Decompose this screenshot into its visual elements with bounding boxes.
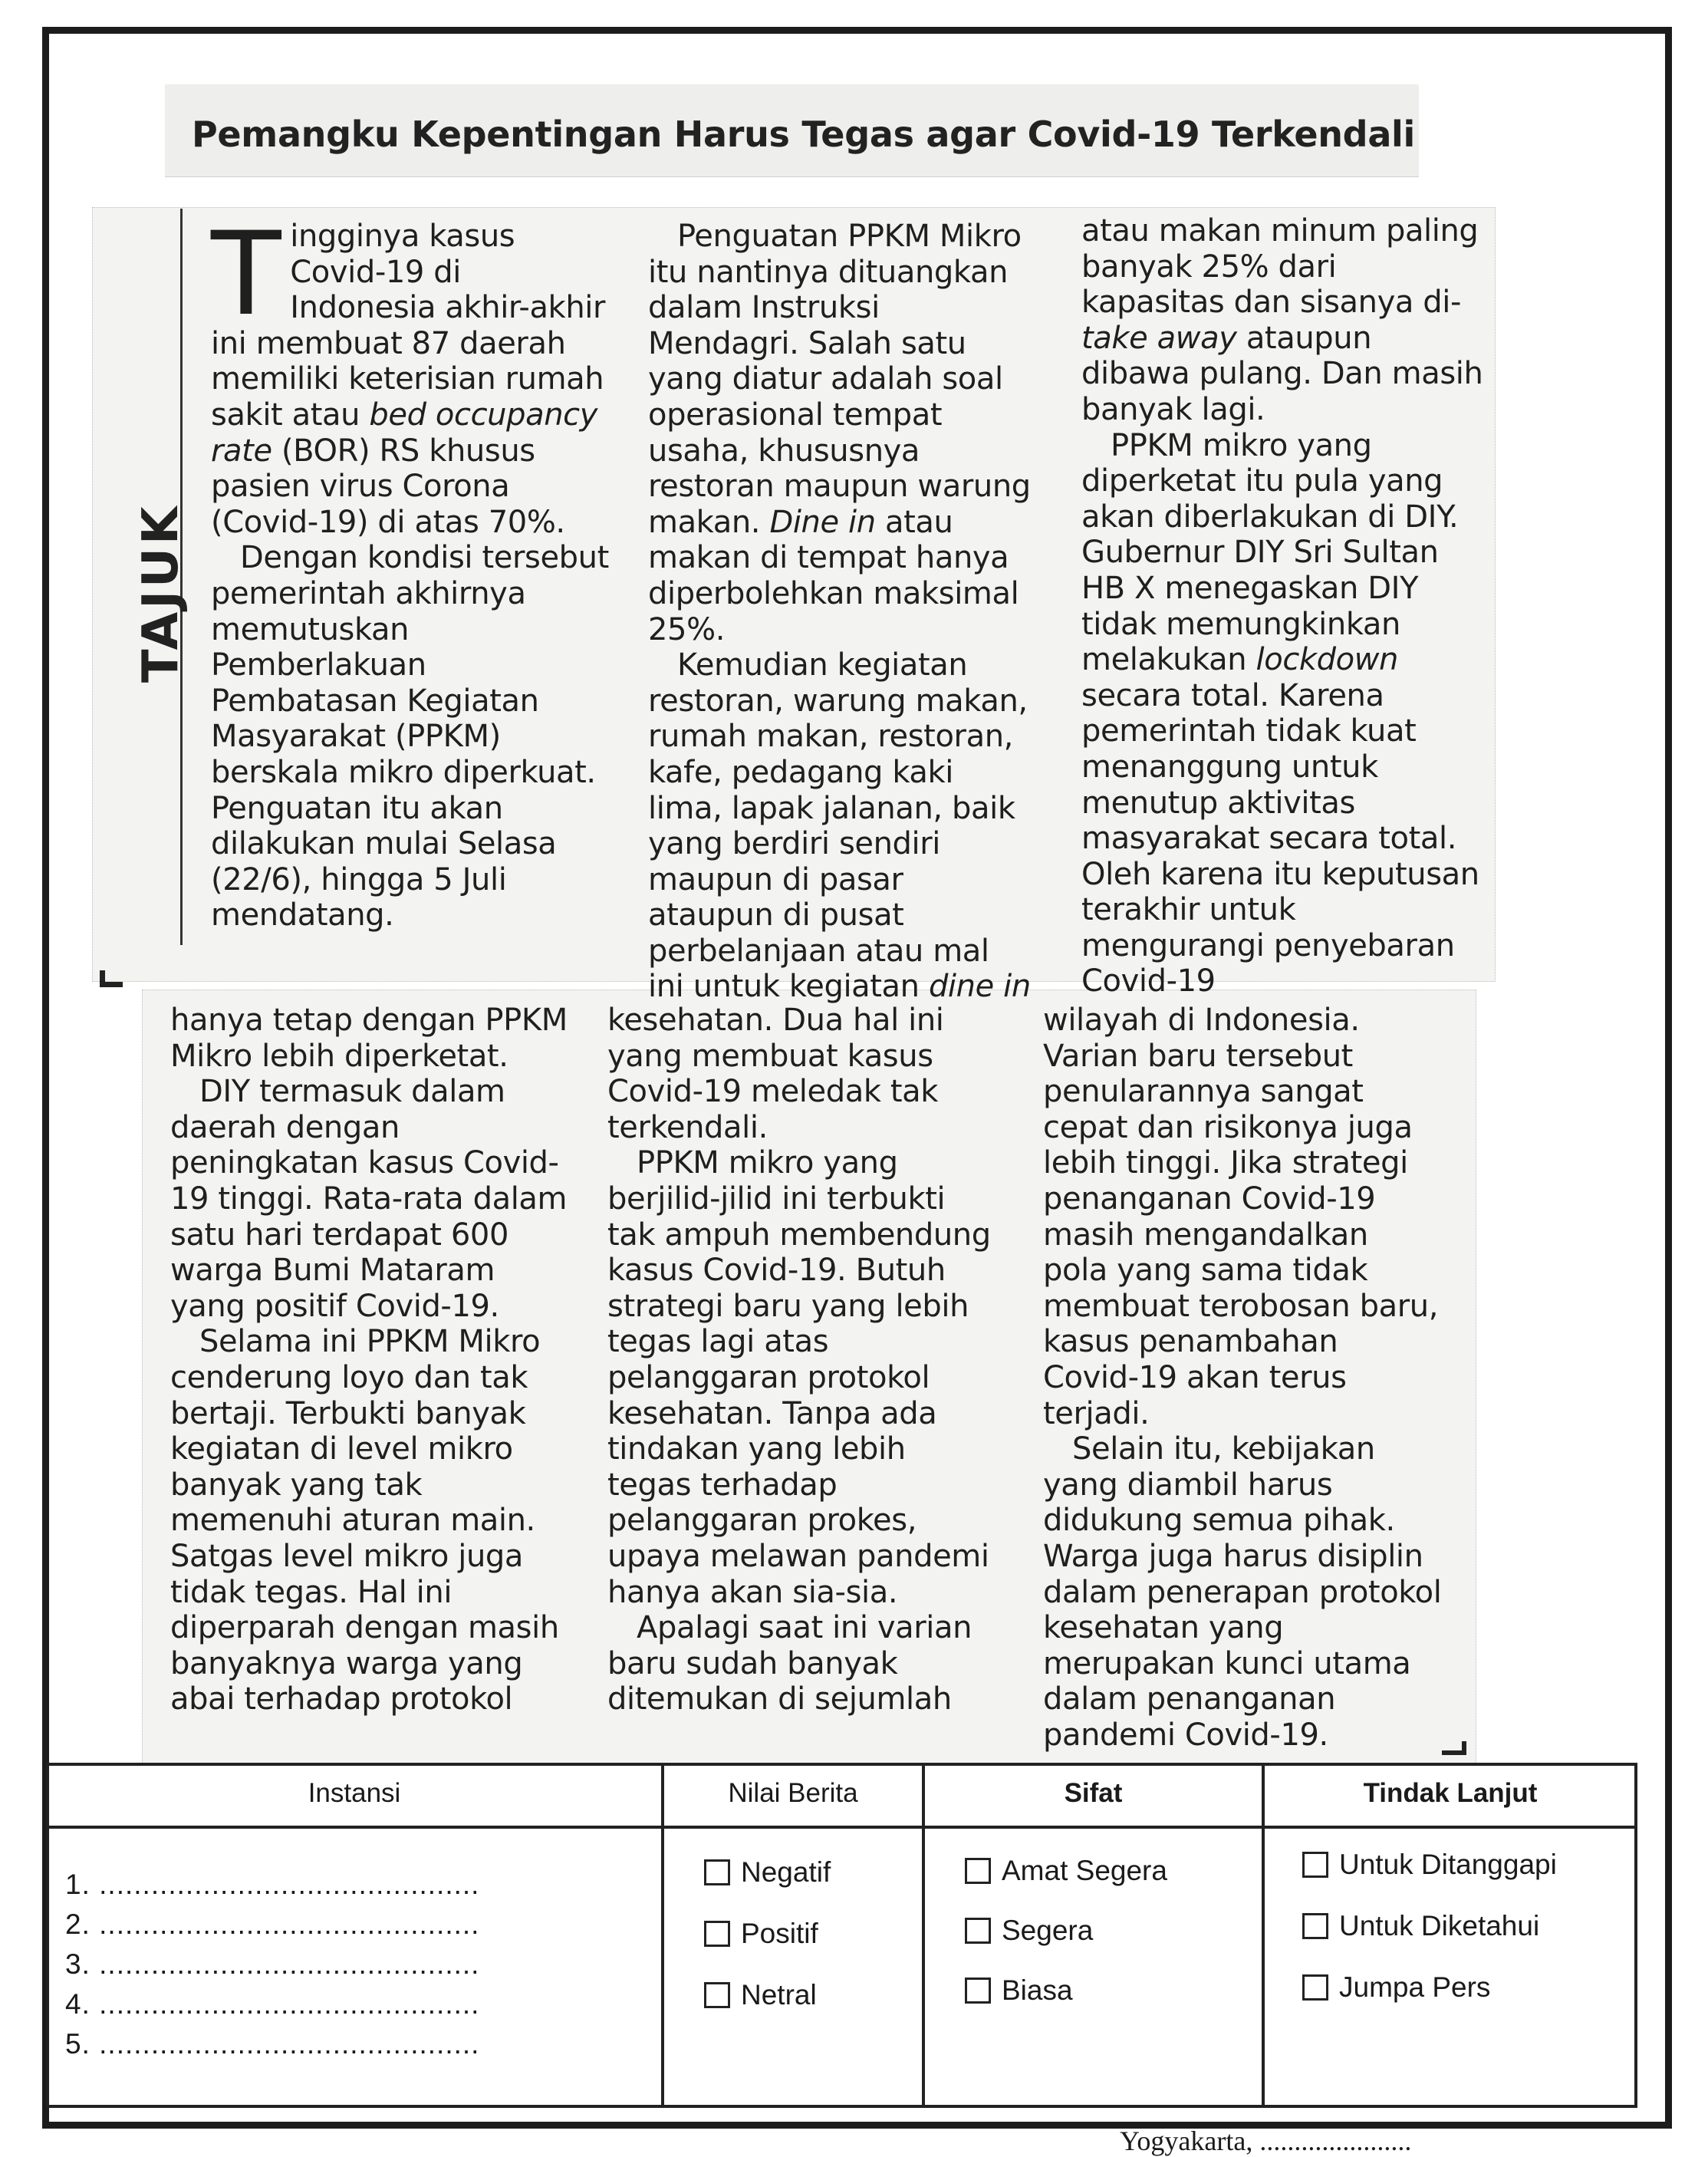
article-column-3 (1081, 213, 1488, 999)
header-instansi: Instansi (308, 1778, 401, 1808)
paragraph-text: Kemudian kegiatan restoran, warung makan, rumah makan, restoran, kafe, pedagang kaki lima, lapak jalanan, baik yang berdiri sendiri maupun di pasar ataupun di pusat perbelanjaan atau mal ini untuk kegiatan (648, 647, 1028, 1005)
instansi-line[interactable]: 5. ............................................ (65, 2028, 480, 2060)
header-sifat: Sifat (1064, 1778, 1123, 1808)
checkbox-label: Positif (741, 1918, 818, 1949)
paragraph-text: atau makan minum paling banyak 25% dari kapasitas dan sisanya di- (1081, 213, 1479, 321)
article-column-1 (211, 208, 610, 934)
paragraph: wilayah di Indonesia. Varian baru tersebut penularannya sangat cepat dan risikonya juga lebih tinggi. Jika strategi penanganan Covid-19 masih mengandalkan pola yang sama tidak membuat terobosan baru, kasus penambahan Covid-19 akan terus terjadi. (1043, 1003, 1439, 1431)
paragraph: hanya tetap dengan PPKM Mikro lebih diperketat. (170, 1003, 568, 1074)
instansi-line[interactable]: 4. ............................................ (65, 1988, 480, 2020)
checkbox-label: Biasa (1002, 1974, 1073, 2006)
checkbox-amat-segera[interactable] (965, 1855, 1167, 1887)
checkbox-label: Negatif (741, 1856, 831, 1888)
checkbox-label: Untuk Diketahui (1339, 1910, 1540, 1941)
corner-mark (100, 970, 123, 987)
drop-cap: T (211, 208, 281, 341)
header-nilai-berita: Nilai Berita (728, 1778, 858, 1808)
paragraph: Selama ini PPKM Mikro cenderung loyo dan tak bertaji. Terbukti banyak kegiatan di level mikro banyak yang tak memenuhi aturan main. Satgas level mikro juga tidak tegas. Hal ini diperparah dengan masih banyaknya warga yang abai terhadap protokol (170, 1324, 559, 1717)
paragraph-text: PPKM mikro yang diperketat itu pula yang akan diberlakukan di DIY. Gubernur DIY Sri Sultan HB X menegaskan DIY tidak memungkinkan melakukan (1081, 427, 1459, 678)
checkbox-untuk-diketahui[interactable] (1302, 1910, 1539, 1942)
paragraph: PPKM mikro yang berjilid-jilid ini terbukti tak ampuh membendung kasus Covid-19. Butuh strategi baru yang lebih tegas lagi atas pelanggaran protokol kesehatan. Tanpa ada tindakan yang lebih tegas terhadap pelanggaran prokes, upaya melawan pandemi hanya akan sia-sia. (607, 1145, 991, 1610)
checkbox-square-icon[interactable] (1302, 1913, 1328, 1939)
paragraph: Dengan kondisi tersebut pemerintah akhirnya memutuskan Pemberlakuan Pembatasan Kegiatan Masyarakat (PPKM) berskala mikro diperkuat. Penguatan itu akan dilakukan mulai Selasa (22/6), hingga 5 Juli mendatang. (211, 540, 609, 934)
paragraph-italic: Dine in (769, 504, 876, 540)
header-tindak-lanjut: Tindak Lanjut (1363, 1778, 1538, 1808)
paragraph-text: ingginya kasus Covid-19 di Indonesia akhir-akhir ini membuat 87 daerah memiliki keterisian rumah sakit atau (211, 219, 606, 433)
paragraph-text: atau makan di tempat hanya diperbolehkan maksimal 25%. (648, 504, 1019, 647)
checkbox-label: Netral (741, 1979, 817, 2010)
checkbox-square-icon[interactable] (1302, 1974, 1328, 2001)
paragraph-text: secara total. Karena pemerintah tidak kuat menanggung untuk menutup aktivitas masyarakat secara total. Oleh karena itu keputusan terakhir untuk mengurangi penyebaran Covid-19 (1081, 677, 1479, 999)
checkbox-label: Amat Segera (1002, 1855, 1167, 1886)
instansi-line[interactable]: 3. ............................................ (65, 1948, 480, 1980)
paragraph: kesehatan. Dua hal ini yang membuat kasus Covid-19 meledak tak terkendali. (607, 1003, 944, 1145)
form-column-divider (661, 1763, 664, 2108)
checkbox-square-icon[interactable] (965, 1978, 991, 2004)
paragraph-italic: bed occupancy rate (211, 397, 598, 469)
checkbox-biasa[interactable] (965, 1974, 1073, 2007)
paragraph-italic: take away (1081, 320, 1237, 356)
checkbox-label: Jumpa Pers (1339, 1971, 1491, 2003)
checkbox-jumpa-pers[interactable] (1302, 1971, 1490, 2004)
paragraph: DIY termasuk dalam daerah dengan peningkatan kasus Covid-19 tinggi. Rata-rata dalam satu hari terdapat 600 warga Bumi Mataram yang positif Covid-19. (170, 1074, 568, 1324)
checkbox-label: Segera (1002, 1915, 1094, 1946)
checkbox-netral[interactable] (704, 1979, 817, 2011)
headline: Pemangku Kepentingan Harus Tegas agar Covid-19 Terkendali (192, 114, 1415, 155)
section-label: TAJUK (133, 503, 189, 683)
form-header-divider (46, 1826, 1637, 1829)
checkbox-label: Untuk Ditanggapi (1339, 1849, 1557, 1880)
article-column-5 (607, 1003, 999, 1717)
article-column-4 (170, 1003, 569, 1717)
checkbox-square-icon[interactable] (704, 1921, 730, 1947)
checkbox-untuk-ditanggapi[interactable] (1302, 1849, 1557, 1881)
form-column-divider (1262, 1763, 1265, 2108)
paragraph-text: (BOR) RS khusus pasien virus Corona (Covid-19) di atas 70%. (211, 433, 565, 540)
paragraph-italic: lockdown (1255, 642, 1399, 678)
paragraph: Selain itu, kebijakan yang diambil harus didukung semua pihak. Warga juga harus disiplin dalam penerapan protokol kesehatan yang merupakan kunci utama dalam penanganan pandemi Covid-19. (1043, 1431, 1442, 1753)
checkbox-segera[interactable] (965, 1915, 1093, 1947)
article-column-2 (648, 219, 1032, 1005)
checkbox-positif[interactable] (704, 1918, 818, 1950)
instansi-line[interactable]: 1. ............................................ (65, 1869, 480, 1900)
paragraph: Apalagi saat ini varian baru sudah banyak ditemukan di sejumlah (607, 1610, 972, 1717)
footer-city-date[interactable]: Yogyakarta, ...................... (1120, 2126, 1412, 2156)
checkbox-square-icon[interactable] (704, 1859, 730, 1885)
instansi-line[interactable]: 2. ............................................ (65, 1908, 480, 1940)
form-column-divider (922, 1763, 925, 2108)
paragraph-text: Penguatan PPKM Mikro itu nantinya dituangkan dalam Instruksi Mendagri. Salah satu yang diatur adalah soal operasional tempat usaha, khususnya restoran maupun warung makan. (648, 219, 1031, 540)
corner-mark (1442, 1741, 1466, 1755)
paragraph-text: ataupun dibawa pulang. Dan masih banyak lagi. (1081, 320, 1483, 427)
checkbox-square-icon[interactable] (1302, 1852, 1328, 1878)
paragraph-italic: dine in (928, 969, 1031, 1005)
checkbox-square-icon[interactable] (965, 1918, 991, 1944)
checkbox-square-icon[interactable] (965, 1858, 991, 1884)
article-column-6 (1043, 1003, 1442, 1753)
checkbox-square-icon[interactable] (704, 1982, 730, 2008)
checkbox-negatif[interactable] (704, 1856, 831, 1889)
